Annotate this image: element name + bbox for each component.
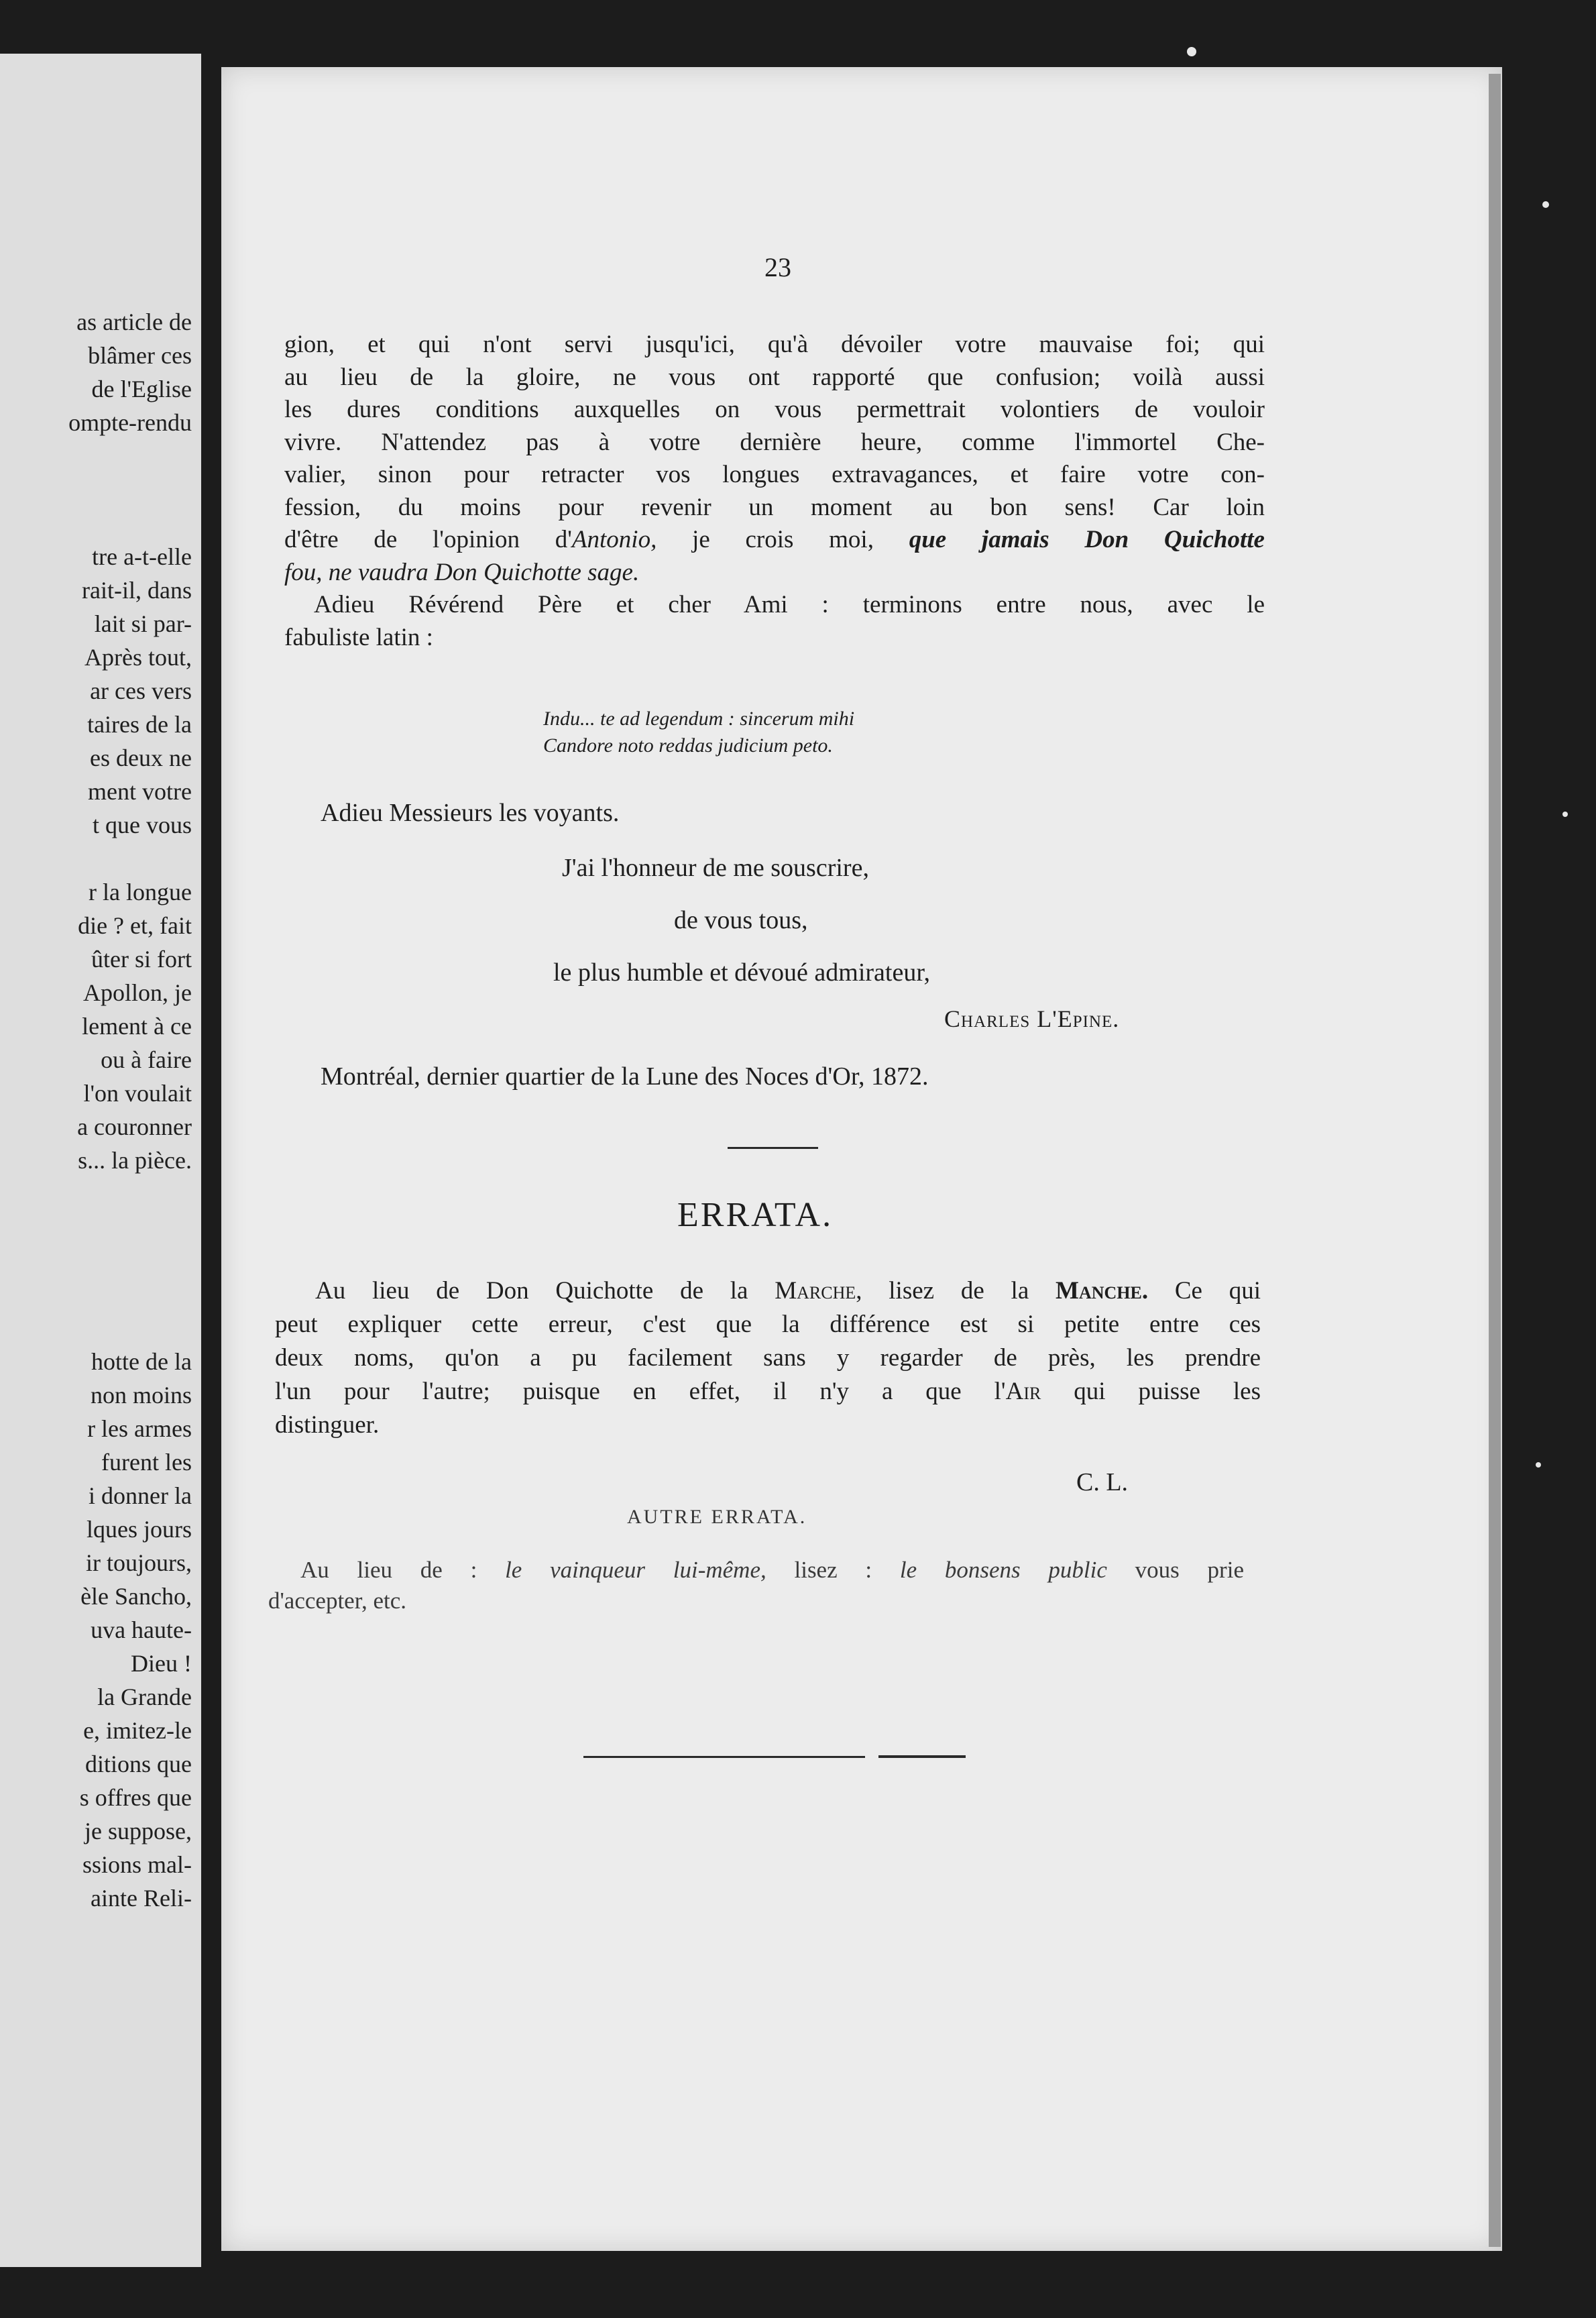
autre-errata-line: Au lieu de : le vainqueur lui-même, lisez : le bonsens public vous prie xyxy=(300,1557,1244,1583)
dateline: Montréal, dernier quartier de la Lune des Noces d'Or, 1872. xyxy=(321,1062,929,1091)
errata-line: Au lieu de Don Quichotte de la Marche, lisez de la Manche. Ce qui xyxy=(315,1277,1261,1305)
left-page-line xyxy=(0,1244,192,1278)
body-line: valier, sinon pour retracter vos longues extravagances, et faire votre con- xyxy=(284,461,1265,488)
left-page-line: èle Sancho, xyxy=(80,1583,192,1610)
errata-line: peut expliquer cette erreur, c'est que la différence est si petite entre ces xyxy=(275,1311,1261,1338)
left-page-line: je suppose, xyxy=(84,1818,192,1844)
body-line: fabuliste latin : xyxy=(284,623,433,651)
autre-errata-line: d'accepter, etc. xyxy=(268,1588,407,1614)
errata-heading: ERRATA. xyxy=(677,1196,834,1234)
closing-line: J'ai l'honneur de me souscrire, xyxy=(562,854,869,882)
left-page-text-column xyxy=(0,305,192,1915)
left-page-line: ainte Reli- xyxy=(91,1885,192,1912)
farewell-line: Adieu Messieurs les voyants. xyxy=(321,799,620,827)
left-page-line xyxy=(0,1177,192,1211)
left-page-line: non moins xyxy=(90,1382,192,1409)
quote-line: Candore noto reddas judicium peto. xyxy=(543,734,833,757)
left-page-line: uva haute- xyxy=(91,1616,192,1643)
body-line: vivre. N'attendez pas à votre dernière heure, comme l'immortel Che- xyxy=(284,428,1265,456)
left-page-line xyxy=(0,439,192,473)
left-page-line: s... la pièce. xyxy=(78,1147,192,1174)
left-page-line: ssions mal- xyxy=(82,1851,192,1878)
end-rule xyxy=(878,1755,966,1758)
errata-initials: C. L. xyxy=(1076,1468,1129,1496)
left-page-line: r les armes xyxy=(87,1415,192,1442)
left-page-line: es deux ne xyxy=(90,744,192,771)
left-page-line: lement à ce xyxy=(82,1013,192,1040)
autre-errata-heading: AUTRE ERRATA. xyxy=(627,1506,807,1528)
left-page-line xyxy=(0,506,192,540)
left-page-line: ditions que xyxy=(85,1751,192,1777)
left-page-line: r la longue xyxy=(89,879,192,905)
left-page-line: i donner la xyxy=(89,1482,192,1509)
errata-paragraph xyxy=(275,1274,1261,1442)
left-page-line xyxy=(0,1211,192,1244)
left-page-line xyxy=(0,1278,192,1311)
errata-line: deux noms, qu'on a pu facilement sans y regarder de près, les prendre xyxy=(275,1344,1261,1372)
section-divider xyxy=(728,1147,818,1149)
page-number: 23 xyxy=(764,252,791,282)
left-page-line: hotte de la xyxy=(91,1348,192,1375)
left-page-line: s offres que xyxy=(79,1784,192,1811)
closing-line: de vous tous, xyxy=(674,906,808,934)
left-page-line: Dieu ! xyxy=(131,1650,192,1677)
left-page-line: de l'Eglise xyxy=(91,376,192,402)
end-rule xyxy=(583,1756,865,1758)
left-page-line: t que vous xyxy=(93,812,192,838)
quote-line: Indu... te ad legendum : sincerum mihi xyxy=(543,708,855,730)
left-page-line: ûter si fort xyxy=(91,946,192,973)
left-page-line: e, imitez-le xyxy=(83,1717,192,1744)
film-speck xyxy=(1187,47,1196,56)
film-speck xyxy=(1542,201,1549,208)
left-page-line: l'on voulait xyxy=(83,1080,192,1107)
left-page-line: ompte-rendu xyxy=(68,409,192,436)
signature: Charles L'Epine. xyxy=(944,1005,1120,1032)
body-line: gion, et qui n'ont servi jusqu'ici, qu'à dévoiler votre mauvaise foi; qui xyxy=(284,331,1265,358)
body-line: les dures conditions auxquelles on vous permettrait volontiers de vouloir xyxy=(284,396,1265,423)
left-page-line: ou à faire xyxy=(101,1046,192,1073)
left-page-line: Apollon, je xyxy=(83,979,192,1006)
left-page-line: ment votre xyxy=(88,778,192,805)
left-page-line: tre a-t-elle xyxy=(92,543,192,570)
left-page-line: lait si par- xyxy=(94,610,192,637)
left-page-line: blâmer ces xyxy=(88,342,192,369)
errata-line: distinguer. xyxy=(275,1411,380,1439)
left-page-line xyxy=(0,1311,192,1345)
left-page-line: die ? et, fait xyxy=(78,912,192,939)
body-line: fou, ne vaudra Don Quichotte sage. xyxy=(284,558,640,586)
body-line: d'être de l'opinion d'Antonio, je crois moi, que jamais Don Quichotte xyxy=(284,526,1265,553)
left-page-line: lques jours xyxy=(87,1516,192,1543)
left-page-fragment xyxy=(0,54,201,2267)
left-page-line: a couronner xyxy=(77,1113,192,1140)
film-speck xyxy=(1536,1462,1541,1468)
body-line: Adieu Révérend Père et cher Ami : terminons entre nous, avec le xyxy=(314,591,1265,618)
page-edge xyxy=(1489,74,1501,2247)
left-page-line xyxy=(0,842,192,875)
left-page-line: as article de xyxy=(76,309,192,335)
errata-line: l'un pour l'autre; puisque en effet, il n'y a que l'Air qui puisse les xyxy=(275,1378,1261,1405)
left-page-line: ir toujours, xyxy=(86,1549,192,1576)
film-speck xyxy=(1562,812,1568,817)
left-page-line xyxy=(0,473,192,506)
left-page-line: ar ces vers xyxy=(90,677,192,704)
latin-quote xyxy=(543,706,854,759)
body-paragraph xyxy=(284,329,1265,654)
left-page-line: taires de la xyxy=(87,711,192,738)
left-page-line: Après tout, xyxy=(84,644,192,671)
left-page-line: la Grande xyxy=(97,1684,192,1710)
body-line: au lieu de la gloire, ne vous ont rapporté que confusion; voilà aussi xyxy=(284,363,1265,391)
body-line: fession, du moins pour revenir un moment au bon sens! Car loin xyxy=(284,493,1265,521)
autre-errata-paragraph xyxy=(268,1555,1244,1616)
closing-line: le plus humble et dévoué admirateur, xyxy=(553,958,930,987)
left-page-line: furent les xyxy=(101,1449,192,1476)
left-page-line: rait-il, dans xyxy=(82,577,192,604)
